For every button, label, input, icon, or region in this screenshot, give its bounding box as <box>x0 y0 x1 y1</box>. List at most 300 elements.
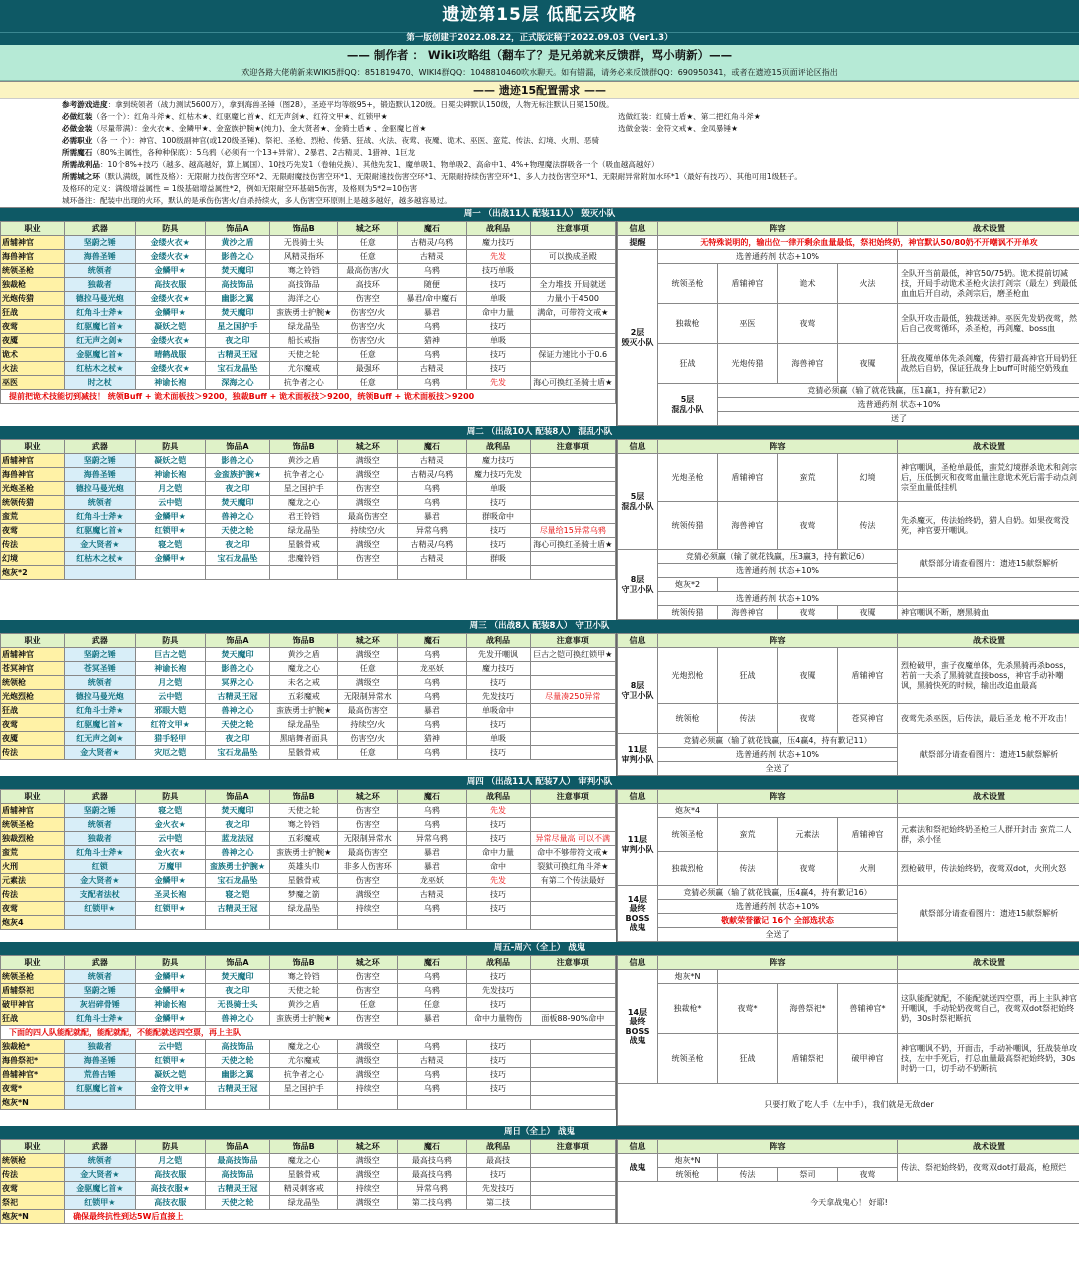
right-cell: 蛮荒 <box>718 818 778 852</box>
header-row <box>1 790 616 804</box>
gear-cell: 精灵刺客戒 <box>270 1182 338 1196</box>
gear-cell <box>466 566 530 580</box>
gear-cell: 海兽祭祀* <box>1 1054 65 1068</box>
gear-cell: 船长戒指 <box>270 334 338 348</box>
gear-cell: 任意 <box>338 236 398 250</box>
right-cell: 信息 <box>618 222 658 236</box>
gear-cell: 宝石龙晶坠 <box>206 746 270 760</box>
gear-cell: 抗争者之心 <box>270 1068 338 1082</box>
gear-cell: 技巧 <box>466 1040 530 1054</box>
gear-cell <box>338 1096 398 1110</box>
col-header: 战利品 <box>466 1140 530 1154</box>
col-header: 战利品 <box>466 956 530 970</box>
header-row <box>1 634 616 648</box>
gear-cell: 先发技巧 <box>466 1182 530 1196</box>
gear-row <box>1 454 616 468</box>
gear-cell: 乌鸦 <box>398 970 466 984</box>
right-cell: 狂战 <box>658 344 718 384</box>
gear-cell: 技巧 <box>466 1082 530 1096</box>
gear-cell: 苍冥圣锤 <box>65 662 135 676</box>
gear-cell: 骞之铃铛 <box>270 264 338 278</box>
gear-cell: 红枯木之杖★ <box>65 552 135 566</box>
tactic: 元素法和祭祀始终奶圣枪三人群开封击 蛮荒二人群，杀小怪 <box>898 818 1079 852</box>
gear-cell: 光炮圣枪 <box>1 482 65 496</box>
gear-cell <box>398 916 466 930</box>
gear-row <box>1 1096 616 1110</box>
gear-cell: 绿龙晶坠 <box>270 902 338 916</box>
gear-cell: 星之国护手 <box>270 482 338 496</box>
tactic: 神官嘲讽不奶，开面击，手动补嘲讽，狂战装单攻技，左中手死后，打总血量最高祭祀始终奶，30s时奶一口，切手动不奶断抗 <box>898 1034 1079 1084</box>
gear-cell: 可以换成圣殿 <box>530 250 615 264</box>
gear-cell <box>530 510 615 524</box>
config-key: 必做金装 <box>62 124 93 133</box>
gear-cell: 冥界之心 <box>206 676 270 690</box>
gear-cell <box>530 704 615 718</box>
tactic: 烈枪破甲，蛮子夜魔单体，先杀黑骑再杀boss，若前一夫杀了黑骑就直接boss，神官手动补嘲讽，黑骑快死的时候，输出改追血最高 <box>898 648 1079 704</box>
gear-cell <box>530 362 615 376</box>
right-cell: 献祭部分请查看图片：遗迹15献祭解析 <box>898 886 1079 942</box>
gear-row <box>1 718 616 732</box>
gear-cell <box>530 984 615 998</box>
gear-cell: 最高伤害空 <box>338 704 398 718</box>
gear-cell: 红锁甲★ <box>135 524 205 538</box>
gear-cell <box>530 718 615 732</box>
strategy-panel <box>616 1139 1079 1224</box>
col-header: 战利品 <box>466 440 530 454</box>
gear-row <box>1 676 616 690</box>
span-note: 下面的四人队能配就配，能配就配，不能配就送四空票，再上主队 <box>1 1026 616 1040</box>
gear-row <box>1 648 616 662</box>
tactic: 烈枪破甲，传法始终奶，夜莺双dot，火刑火怒 <box>898 852 1079 886</box>
gear-cell: 邪眼大铠 <box>135 704 205 718</box>
gear-cell: 星骸骨戒 <box>270 746 338 760</box>
right-cell: 竞猜必须赢（输了就花钱赢，压3赢3，持有歉记6） <box>658 550 898 564</box>
gear-cell: 破甲神官 <box>1 998 65 1012</box>
gear-row <box>1 334 616 348</box>
gear-cell: 暴君 <box>398 860 466 874</box>
gear-cell: 狂战 <box>1 1012 65 1026</box>
col-header: 城之环 <box>338 956 398 970</box>
gear-cell: 乌鸦 <box>398 1082 466 1096</box>
gear-cell: 红枯木之杖★ <box>65 362 135 376</box>
gear-cell: 满级空 <box>338 1154 398 1168</box>
gear-cell: 兽神之心 <box>206 510 270 524</box>
strategy-panel <box>616 439 1079 620</box>
col-header: 职业 <box>1 790 65 804</box>
gear-cell: 晴鹤战服 <box>135 348 205 362</box>
right-cell: 独裁枪* <box>658 984 718 1034</box>
config-value: ：10个8%+技巧（越多、越高越好，算上属国）、10技巧先发1（卷轴兑换）、其他先发1、魔单吸1、物单吸2、高命中1、4%+物理魔法群吸各一个（吸血越高越好） <box>99 160 659 169</box>
gear-cell: 火法 <box>1 362 65 376</box>
gear-cell: 红角斗士斧★ <box>65 846 135 860</box>
gear-cell: 技巧 <box>466 362 530 376</box>
gear-cell: 狂战 <box>1 306 65 320</box>
gear-cell: 伤害空 <box>338 874 398 888</box>
gear-cell: 焚天魔印 <box>206 648 270 662</box>
gear-cell: 诡术 <box>1 348 65 362</box>
gear-cell <box>530 1054 615 1068</box>
gear-cell: 统领者 <box>65 496 135 510</box>
gear-cell: 焚天魔印 <box>206 496 270 510</box>
gear-cell: 蛮族勇士护腕★ <box>206 860 270 874</box>
gear-cell: 有第二个传法最好 <box>530 874 615 888</box>
gear-cell: 炮灰*N <box>1 1210 65 1224</box>
right-cell: 夜莺 <box>778 704 838 734</box>
gear-row <box>1 482 616 496</box>
right-cell: 盾辅神官 <box>718 454 778 502</box>
note-row <box>1 390 616 404</box>
right-cell: 信息 <box>618 790 658 804</box>
gear-cell: 满级空 <box>338 496 398 510</box>
gear-table <box>0 633 616 776</box>
gear-cell: 金大贤者★ <box>65 746 135 760</box>
tactic: 神官嘲讽不断，磨黑骑血 <box>898 606 1079 620</box>
gear-cell <box>65 916 135 930</box>
col-header: 魔石 <box>398 790 466 804</box>
gear-cell: 任意 <box>338 348 398 362</box>
right-cell: 炮灰*N <box>658 1154 718 1168</box>
gear-cell: 伤害空 <box>338 1012 398 1026</box>
gear-cell <box>530 320 615 334</box>
gear-cell: 古精灵/乌鸦 <box>398 468 466 482</box>
gear-cell <box>338 916 398 930</box>
gear-cell: 红角斗士斧★ <box>65 1012 135 1026</box>
gear-cell: 云中铠 <box>135 690 205 704</box>
gear-row <box>1 1168 616 1182</box>
right-cell: 选普通药剂 状态+10% <box>718 398 1079 412</box>
gear-cell: 兽神之心 <box>206 704 270 718</box>
gear-cell: 海心可换红圣骑士盾★ <box>530 538 615 552</box>
strategy-grid <box>617 1139 1079 1224</box>
gear-cell: 影兽之心 <box>206 454 270 468</box>
gear-cell: 猎手轻甲 <box>135 732 205 746</box>
right-row <box>618 250 1079 264</box>
gear-cell: 海洋之心 <box>270 292 338 306</box>
header-row <box>1 440 616 454</box>
gear-cell: 先发 <box>466 376 530 390</box>
gear-cell <box>206 916 270 930</box>
gear-cell: 满级空 <box>338 1068 398 1082</box>
floor-label: 8层 守卫小队 <box>618 648 658 734</box>
right-cell: 统领圣枪 <box>658 1034 718 1084</box>
gear-cell: 统领者 <box>65 970 135 984</box>
gear-cell: 独裁枪 <box>1 278 65 292</box>
gear-cell: 高技饰品 <box>206 1040 270 1054</box>
gear-cell: 魔力技巧先发 <box>466 468 530 482</box>
gear-cell: 英雄头巾 <box>270 860 338 874</box>
gear-cell: 古精灵王冠 <box>206 1182 270 1196</box>
col-header: 城之环 <box>338 790 398 804</box>
right-cell: 盾辅神官 <box>838 818 898 852</box>
col-header: 饰品B <box>270 1140 338 1154</box>
gear-cell: 乌鸦 <box>398 676 466 690</box>
gear-cell: 夜魇 <box>1 334 65 348</box>
gear-grid <box>0 789 616 930</box>
gear-cell: 夜之印 <box>206 818 270 832</box>
gear-cell: 龙巫妖 <box>398 874 466 888</box>
gear-cell: 先发 <box>466 874 530 888</box>
right-cell: 传法 <box>718 852 778 886</box>
gear-cell: 最高技乌鸦 <box>398 1154 466 1168</box>
col-header: 武器 <box>65 790 135 804</box>
strategy-panel <box>616 221 1079 426</box>
right-cell: 夜莺 <box>778 304 838 344</box>
config-value: （80%主属性，各种种保底）：5乌鸦（必须有一个13+异常）、2暴君、2古精灵、1猎神、1巨龙 <box>92 148 416 157</box>
gear-cell <box>530 334 615 348</box>
gear-cell: 技巧 <box>466 496 530 510</box>
day-header: 周五-周六（全上） 战鬼 <box>0 942 1079 955</box>
gear-cell <box>65 1096 135 1110</box>
gear-cell <box>530 1096 615 1110</box>
gear-cell: 天使之轮 <box>270 348 338 362</box>
gear-cell <box>206 1096 270 1110</box>
right-cell: 狂战 <box>718 648 778 704</box>
gear-cell <box>530 676 615 690</box>
page-title: 遗迹第15层 低配云攻略 <box>0 0 1079 32</box>
gear-row <box>1 538 616 552</box>
gear-cell: 持续空/火 <box>338 718 398 732</box>
gear-cell: 月之铠 <box>135 676 205 690</box>
gear-cell: 影兽之心 <box>206 662 270 676</box>
gear-cell: 焚天魔印 <box>206 264 270 278</box>
config-line <box>0 135 1079 147</box>
gear-cell: 任意 <box>338 662 398 676</box>
gear-cell: 坚蔚之锤 <box>65 454 135 468</box>
gear-cell: 单吸 <box>466 732 530 746</box>
right-row <box>618 734 1079 748</box>
strategy-grid <box>617 439 1079 620</box>
col-header: 城之环 <box>338 1140 398 1154</box>
right-cell <box>898 250 1079 264</box>
gear-row <box>1 264 616 278</box>
gear-cell: 月之铠 <box>135 482 205 496</box>
right-cell: 竞猜必须赢（输了就花钱赢，压4赢4，持有歉记16） <box>658 886 898 900</box>
gear-cell: 技巧 <box>466 970 530 984</box>
col-header: 城之环 <box>338 634 398 648</box>
footer-note: 今天拿战鬼心！ 好耶! <box>618 1182 1079 1224</box>
author-line: —— 制作者 ： Wiki攻略组（翻车了？是兄弟就来反馈群，骂小萌新）—— <box>346 48 733 62</box>
tactic: 神官嘲讽，圣枪单最低，蛮荒幻境群杀诡术和剑宗后，压低倒灭和夜莺血量注意诡术死后需手动点剑宗至血量低挂机 <box>898 454 1079 502</box>
right-cell: 盾辅神官 <box>838 648 898 704</box>
right-cell: 海兽神官 <box>778 344 838 384</box>
right-cell: 兽辅神官* <box>838 984 898 1034</box>
gear-cell: 光炮传猎 <box>1 292 65 306</box>
gear-row <box>1 376 616 390</box>
gear-cell: 暴君 <box>398 1012 466 1026</box>
col-header: 魔石 <box>398 1140 466 1154</box>
gear-row <box>1 804 616 818</box>
col-header: 武器 <box>65 634 135 648</box>
gear-table <box>0 789 616 942</box>
col-header: 饰品B <box>270 222 338 236</box>
strategy-grid <box>617 789 1079 942</box>
gear-cell: 夜之印 <box>206 334 270 348</box>
team-row <box>618 264 1079 304</box>
col-header: 注意事项 <box>530 634 615 648</box>
right-cell: 信息 <box>618 1140 658 1154</box>
tactic: 全队开当前最低，神官50/75奶。诡术提前切减技，开局手动诡术圣枪火法打剑宗（最左）到最低血血后开自动，杀剑宗后，磨圣枪血 <box>898 264 1079 304</box>
right-row <box>618 886 1079 900</box>
gear-cell <box>270 1096 338 1110</box>
gear-cell: 乌鸦 <box>398 690 466 704</box>
day-header: 周二 （出战10人 配装8人） 混乱小队 <box>0 426 1079 439</box>
gear-cell: 坚蔚之锤 <box>65 648 135 662</box>
col-header: 饰品A <box>206 1140 270 1154</box>
gear-cell: 寝之铠 <box>135 804 205 818</box>
gear-row <box>1 524 616 538</box>
gear-cell: 凝妖之铠 <box>135 454 205 468</box>
gear-cell: 先发技巧 <box>466 690 530 704</box>
right-cell <box>898 578 1079 592</box>
gear-cell: 红角斗士斧★ <box>65 306 135 320</box>
gear-cell: 古精灵 <box>398 552 466 566</box>
col-header: 职业 <box>1 1140 65 1154</box>
gear-cell: 群吸 <box>466 552 530 566</box>
gear-cell: 红锁甲★ <box>135 1054 205 1068</box>
gear-row <box>1 860 616 874</box>
gear-cell: 乌鸦 <box>398 1040 466 1054</box>
gear-cell <box>530 552 615 566</box>
gear-cell: 乌鸦 <box>398 264 466 278</box>
config-line <box>0 183 1079 195</box>
gear-cell: 古精灵/乌鸦 <box>398 236 466 250</box>
right-cell: 选普通药剂 状态+10% <box>658 250 898 264</box>
config-key: 所需魔石 <box>62 148 93 157</box>
gear-cell: 任意 <box>398 998 466 1012</box>
col-header: 注意事项 <box>530 790 615 804</box>
floor-label: 2层 毁灭小队 <box>618 250 658 426</box>
gear-cell: 悲魔铃铛 <box>270 552 338 566</box>
right-cell: 统领圣枪 <box>658 264 718 304</box>
floor-label: 8层 守卫小队 <box>618 550 658 620</box>
gear-cell: 最高伤害空 <box>338 510 398 524</box>
gear-cell <box>530 916 615 930</box>
gear-cell: 单吸 <box>466 334 530 348</box>
gear-cell: 德拉马曼光炮 <box>65 292 135 306</box>
gear-cell: 持续空/火 <box>338 524 398 538</box>
col-header: 防具 <box>135 790 205 804</box>
gear-cell <box>530 902 615 916</box>
team-row <box>618 852 1079 886</box>
strategy-grid <box>617 221 1079 426</box>
gear-cell: 统领者 <box>65 818 135 832</box>
gear-row <box>1 832 616 846</box>
gear-cell: 君王铃铛 <box>270 510 338 524</box>
gear-cell: 梦魔之箭 <box>270 888 338 902</box>
gear-cell: 技巧 <box>466 524 530 538</box>
gear-cell: 红锁甲★ <box>65 1196 135 1210</box>
gear-cell <box>530 970 615 984</box>
gear-cell: 尽量给15异常乌鸦 <box>530 524 615 538</box>
right-cell: 光炮圣枪 <box>658 454 718 502</box>
right-cell: 战术设置 <box>898 1140 1079 1154</box>
right-row <box>618 804 1079 818</box>
gear-cell: 坚蔚之锤 <box>65 984 135 998</box>
gear-cell: 抗争者之心 <box>270 468 338 482</box>
right-cell: 盾辅祭祀 <box>778 1034 838 1084</box>
right-header-row <box>618 790 1079 804</box>
gear-cell: 满级空 <box>338 676 398 690</box>
tactic: 先杀魔灭，传法始终奶，猎人自奶。如果夜莺没死，神官要开嘲讽。 <box>898 502 1079 550</box>
gear-cell: 红驱魔匕首★ <box>65 1082 135 1096</box>
page-subtitle: 第一版创建于2022.08.22，正式版定稿于2022.09.03（Ver1.3） <box>0 32 1079 45</box>
gear-cell: 满命，可带符文戒★ <box>530 306 615 320</box>
right-cell: 战术设置 <box>898 956 1079 970</box>
span-note: 确保最终抗性到达5W后直接上 <box>65 1210 616 1224</box>
gear-cell: 蛮族勇士护腕★ <box>270 846 338 860</box>
gear-cell: 宝石龙晶坠 <box>206 874 270 888</box>
gear-cell: 兽辅神官* <box>1 1068 65 1082</box>
gear-cell: 红角斗士斧★ <box>65 704 135 718</box>
gear-cell: 乌鸦 <box>398 376 466 390</box>
gear-row <box>1 970 616 984</box>
gear-cell: 寝之铠 <box>206 888 270 902</box>
gear-cell: 盾辅神官 <box>1 454 65 468</box>
floor-label: 5层 混乱小队 <box>618 454 658 550</box>
gear-cell: 魔力技巧 <box>466 454 530 468</box>
gear-cell: 暴君 <box>398 510 466 524</box>
gear-cell: 传法 <box>1 888 65 902</box>
gear-grid <box>0 221 616 404</box>
gear-row <box>1 306 616 320</box>
gear-row <box>1 250 616 264</box>
right-cell: 苍冥神官 <box>838 704 898 734</box>
gear-cell: 星之国护手 <box>270 1082 338 1096</box>
config-section <box>0 81 1079 208</box>
right-cell: 战术设置 <box>898 790 1079 804</box>
gear-cell: 力量小于4500 <box>530 292 615 306</box>
config-right: 选做红装：红骑士盾★、第二把红角斗斧★ <box>618 112 761 121</box>
gear-cell: 命中力量物伤 <box>466 1012 530 1026</box>
gear-cell: 神谕长袍 <box>135 468 205 482</box>
gear-cell: 群吸命中 <box>466 510 530 524</box>
gear-cell: 技巧 <box>466 718 530 732</box>
right-cell <box>838 304 898 344</box>
right-cell: 炮灰*2 <box>658 578 718 592</box>
gear-cell: 五彩魔戒 <box>270 832 338 846</box>
col-header: 城之环 <box>338 440 398 454</box>
gear-row <box>1 662 616 676</box>
right-cell: 夜魇 <box>838 344 898 384</box>
gear-cell: 夜之印 <box>206 984 270 998</box>
day-header: 周四 （出战11人 配装7人） 审判小队 <box>0 776 1079 789</box>
col-header: 饰品B <box>270 956 338 970</box>
gear-cell: 技巧 <box>466 746 530 760</box>
gear-cell: 第二技 <box>466 1196 530 1210</box>
gear-cell: 独裁烈枪 <box>1 832 65 846</box>
gear-row <box>1 292 616 306</box>
gear-cell <box>135 916 205 930</box>
gear-cell: 技巧 <box>466 1054 530 1068</box>
right-cell: 阵容 <box>658 956 898 970</box>
gear-cell: 满级空 <box>338 1196 398 1210</box>
gear-cell: 天使之轮 <box>206 1196 270 1210</box>
day-section <box>0 955 1079 1126</box>
col-header: 职业 <box>1 440 65 454</box>
gear-cell: 乌鸦 <box>398 348 466 362</box>
gear-cell: 伤害空 <box>338 970 398 984</box>
gear-cell <box>530 1068 615 1082</box>
right-row <box>618 1154 1079 1168</box>
gear-row <box>1 1040 616 1054</box>
col-header: 职业 <box>1 956 65 970</box>
config-value: （各 一 个）：神官、100级副神官(或120级圣锤)、祭祀、圣枪、烈枪、传猎、狂战、火法、夜莺、夜魇、诡术、巫医、蛮荒、传法、幻境、火刑、恶骑 <box>92 136 600 145</box>
gear-cell: 夜魇 <box>1 732 65 746</box>
gear-cell: 满级空 <box>338 538 398 552</box>
gear-cell: 金大贤者★ <box>65 1168 135 1182</box>
gear-cell: 异常乌鸦 <box>398 524 466 538</box>
gear-cell: 蛮荒 <box>1 846 65 860</box>
